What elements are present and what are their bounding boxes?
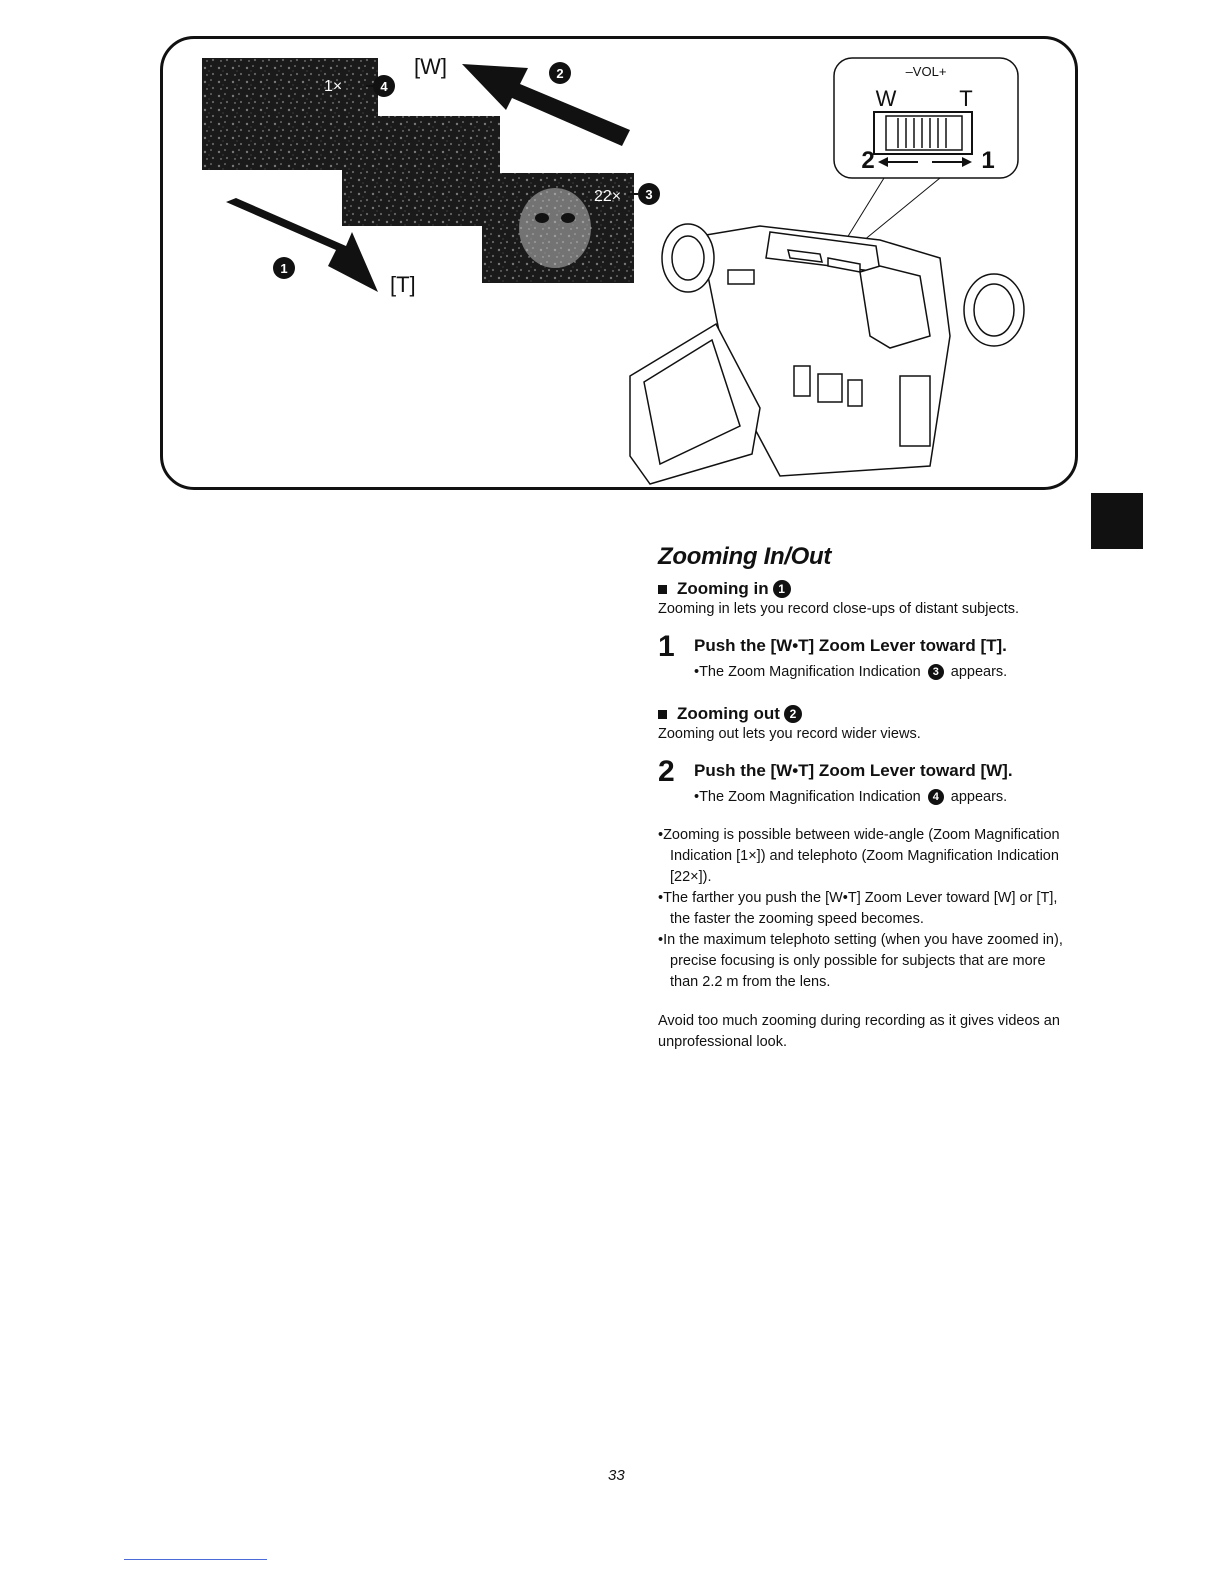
zoom-out-heading-text: Zooming out <box>677 704 780 723</box>
zoom-in-heading <box>658 579 1068 599</box>
svg-text:2: 2 <box>556 66 564 81</box>
notes-list <box>658 825 1068 993</box>
zoom-instructions <box>658 543 1068 1053</box>
zoom-in-heading-text: Zooming in <box>677 579 769 598</box>
label-t: [T] <box>390 272 416 297</box>
step-2-note: •The Zoom Magnification Indication 4 appears. <box>694 789 1008 805</box>
step-2-number: 2 <box>658 755 675 788</box>
avoid-zoom-note: Avoid too much zooming during recording as it gives videos an unprofessional look. <box>658 1013 1060 1050</box>
lever-vol-label: –VOL+ <box>905 64 947 79</box>
step-1-number: 1 <box>658 630 675 663</box>
step-2 <box>658 757 1068 787</box>
list-item: • The farther you push the [W•T] Zoom Lever toward [W] or [T], the faster the zooming speed becomes. <box>658 888 1068 930</box>
section-title: Zooming In/Out <box>658 543 832 570</box>
marker-2-icon: 2 <box>784 705 802 723</box>
lever-t-label: T <box>959 86 973 111</box>
zoom-out-heading <box>658 704 1068 724</box>
page-number: 33 <box>608 1467 625 1484</box>
svg-text:4: 4 <box>380 79 388 94</box>
zoom-in-description: Zooming in lets you record close-ups of distant subjects. <box>658 601 1020 617</box>
section-tab-marker <box>1091 493 1143 549</box>
lever-w-label: W <box>875 86 897 111</box>
square-bullet-icon <box>658 585 667 594</box>
svg-text:1: 1 <box>280 261 288 276</box>
footer-rule <box>124 1559 267 1560</box>
step-1-note: •The Zoom Magnification Indication 3 appears. <box>694 664 1008 680</box>
screen-mid <box>342 116 500 226</box>
step-1-text: Push the [W•T] Zoom Lever toward [T]. <box>694 636 1007 655</box>
marker-4-icon: 4 <box>928 789 944 805</box>
camcorder-drawing <box>630 224 1024 484</box>
marker-1-icon: 1 <box>773 580 791 598</box>
square-bullet-icon <box>658 710 667 719</box>
step-1 <box>658 632 1068 662</box>
step-2-text: Push the [W•T] Zoom Lever toward [W]. <box>694 761 1013 780</box>
list-item: • In the maximum telephoto setting (when you have zoomed in), precise focusing is only possible for subjects that are more than 2.2 m from the lens. <box>658 930 1068 993</box>
mag-1x-label: 1× <box>324 78 343 95</box>
marker-3-icon: 3 <box>928 664 944 680</box>
subject-face <box>519 188 591 268</box>
svg-text:3: 3 <box>645 187 653 202</box>
label-w: [W] <box>414 54 447 79</box>
lever-num-2: 2 <box>861 147 875 174</box>
zoom-illustration <box>160 36 1078 490</box>
list-item: • Zooming is possible between wide-angle (Zoom Magnification Indication [1×]) and telephoto (Zoom Magnification Indication [22×]). <box>658 825 1068 888</box>
lever-num-1: 1 <box>981 147 995 174</box>
mag-22x-label: 22× <box>594 188 622 205</box>
zoom-out-description: Zooming out lets you record wider views. <box>658 726 921 742</box>
